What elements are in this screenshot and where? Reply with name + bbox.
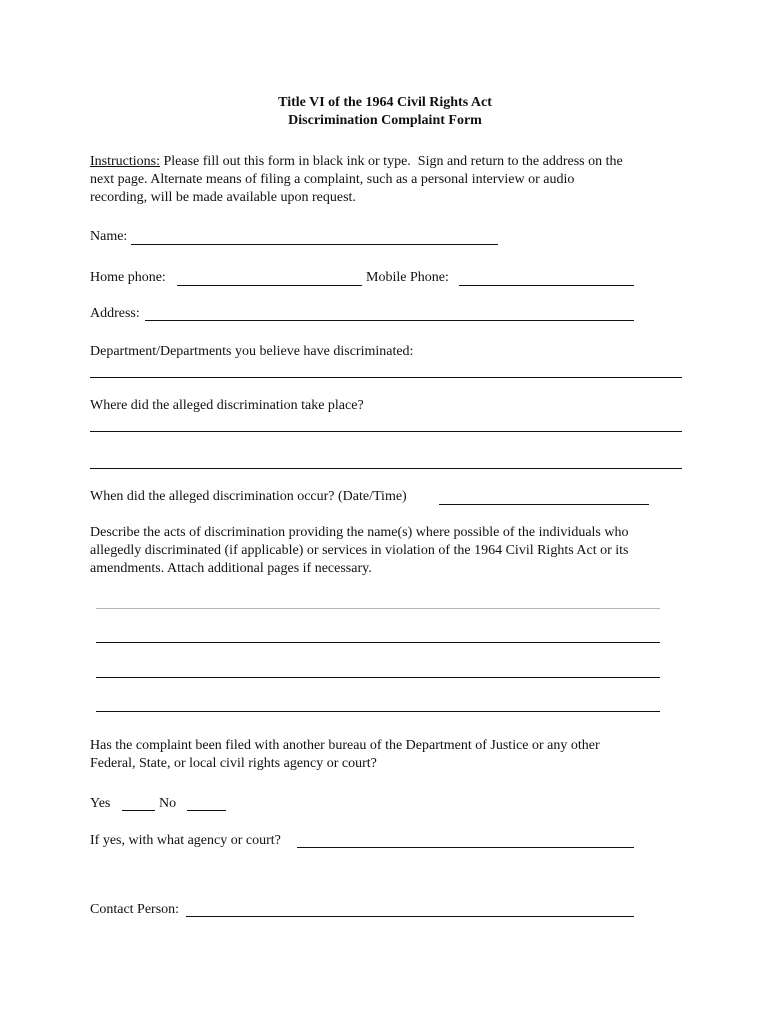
instructions-label: Instructions: bbox=[90, 154, 160, 169]
when-field[interactable] bbox=[439, 504, 649, 505]
instructions-line-3: recording, will be made available upon request. bbox=[90, 190, 356, 205]
when-label: When did the alleged discrimination occur? (Date/Time) bbox=[90, 489, 407, 504]
describe-line-3: amendments. Attach additional pages if necessary. bbox=[90, 561, 372, 576]
agency-field[interactable] bbox=[297, 847, 634, 848]
filed-question-line-1: Has the complaint been filed with another bureau of the Department of Justice or any other bbox=[90, 738, 600, 753]
mobile-phone-label: Mobile Phone: bbox=[366, 270, 449, 285]
form-title-line-1: Title VI of the 1964 Civil Rights Act bbox=[278, 95, 492, 110]
describe-field-line-4[interactable] bbox=[96, 711, 660, 712]
describe-line-2: allegedly discriminated (if applicable) or services in violation of the 1964 Civil Rights Act or its bbox=[90, 543, 629, 558]
yes-field[interactable] bbox=[122, 810, 155, 811]
describe-field-line-1[interactable] bbox=[96, 608, 660, 609]
contact-person-label: Contact Person: bbox=[90, 902, 180, 917]
mobile-phone-field[interactable] bbox=[459, 285, 634, 286]
describe-field-line-3[interactable] bbox=[96, 677, 660, 678]
where-field-line-1[interactable] bbox=[90, 431, 682, 432]
name-label: Name: bbox=[90, 229, 128, 244]
no-label: No bbox=[159, 796, 177, 811]
instructions-line-1: Please fill out this form in black ink or type. Sign and return to the address on the bbox=[160, 154, 623, 169]
no-field[interactable] bbox=[187, 810, 226, 811]
describe-block bbox=[90, 524, 680, 578]
home-phone-field[interactable] bbox=[177, 285, 362, 286]
address-field[interactable] bbox=[145, 320, 634, 321]
address-label: Address: bbox=[90, 306, 140, 321]
describe-line-1: Describe the acts of discrimination providing the name(s) where possible of the individuals who bbox=[90, 525, 629, 540]
instructions-block bbox=[90, 153, 680, 207]
yes-label: Yes bbox=[90, 796, 111, 811]
form-title-line-2: Discrimination Complaint Form bbox=[288, 113, 482, 128]
name-field[interactable] bbox=[131, 244, 498, 245]
departments-field[interactable] bbox=[90, 377, 682, 378]
where-label: Where did the alleged discrimination take place? bbox=[90, 398, 364, 413]
describe-field-line-2[interactable] bbox=[96, 642, 660, 643]
departments-label: Department/Departments you believe have discriminated: bbox=[90, 344, 414, 359]
filed-question-line-2: Federal, State, or local civil rights agency or court? bbox=[90, 756, 377, 771]
contact-person-field[interactable] bbox=[186, 916, 634, 917]
where-field-line-2[interactable] bbox=[90, 468, 682, 469]
agency-label: If yes, with what agency or court? bbox=[90, 833, 281, 848]
filed-question-block bbox=[90, 737, 680, 773]
home-phone-label: Home phone: bbox=[90, 270, 166, 285]
instructions-line-2: next page. Alternate means of filing a complaint, such as a personal interview or audio bbox=[90, 172, 575, 187]
